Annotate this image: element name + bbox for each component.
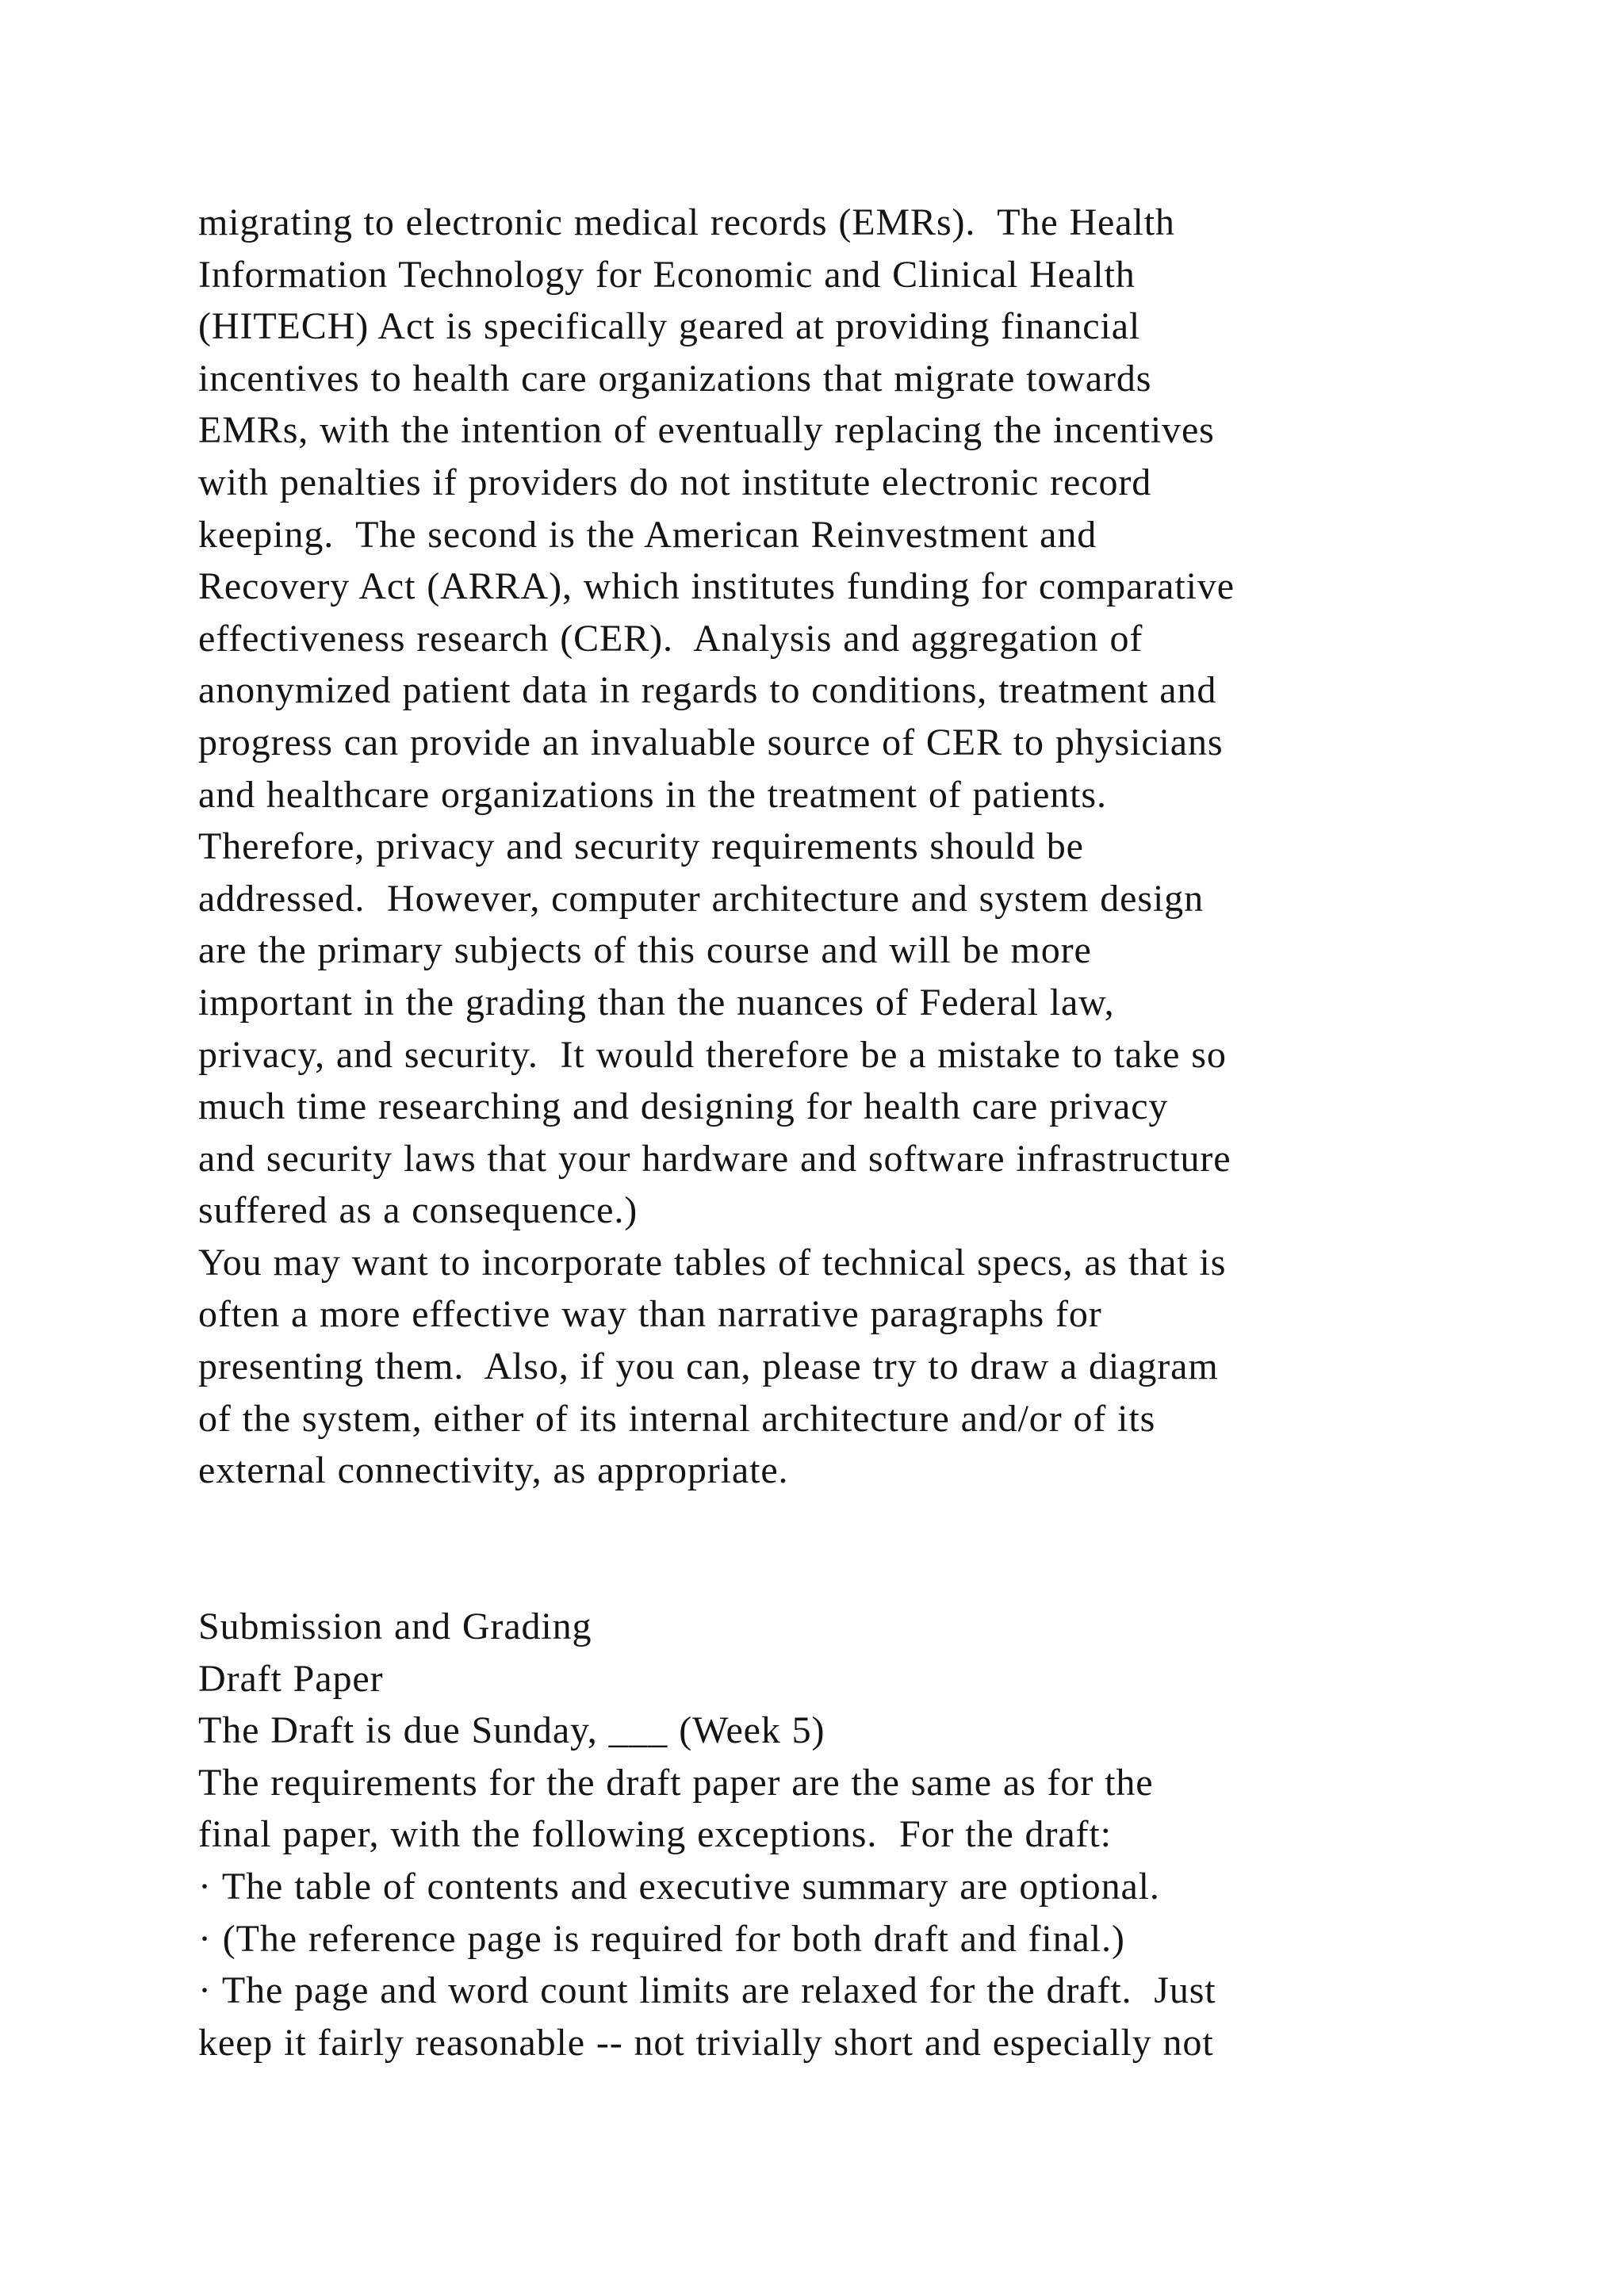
document-body (198, 197, 1546, 2068)
body-line: suffered as a consequence.) (198, 1189, 638, 1232)
body-line: The requirements for the draft paper are the same as for the (198, 1761, 1154, 1804)
requirements-intro (198, 1757, 1546, 1861)
body-line: (HITECH) Act is specifically geared at providing financial (198, 305, 1141, 348)
body-line: EMRs, with the intention of eventually replacing the incentives (198, 409, 1215, 452)
body-line: keeping. The second is the American Reinvestment and (198, 513, 1097, 556)
section-heading: Submission and Grading (198, 1605, 592, 1648)
body-line: anonymized patient data in regards to conditions, treatment and (198, 669, 1217, 712)
blank-space (198, 1497, 1546, 1601)
body-line: addressed. However, computer architecture and system design (198, 877, 1204, 920)
body-line: are the primary subjects of this course and will be more (198, 929, 1092, 972)
body-line: Information Technology for Economic and Clinical Health (198, 253, 1136, 296)
body-line: and security laws that your hardware and software infrastructure (198, 1137, 1231, 1180)
body-line: often a more effective way than narrative paragraphs for (198, 1293, 1102, 1336)
body-line: progress can provide an invaluable source of CER to physicians (198, 721, 1224, 763)
subsection-heading: Draft Paper (198, 1657, 384, 1700)
body-line: effectiveness research (CER). Analysis and aggregation of (198, 617, 1143, 660)
body-line: external connectivity, as appropriate. (198, 1449, 789, 1492)
paragraph-emr-context (198, 197, 1546, 1237)
paragraph-tables-diagram (198, 1237, 1546, 1497)
list-item: · The table of contents and executive summary are optional. (198, 1866, 1160, 1908)
exceptions-list (198, 1861, 1546, 2017)
body-line: migrating to electronic medical records (EMRs). The Health (198, 201, 1175, 243)
body-line: keep it fairly reasonable -- not trivially short and especially not (198, 2021, 1214, 2064)
body-line: important in the grading than the nuances of Federal law, (198, 981, 1115, 1024)
body-line: incentives to health care organizations that migrate towards (198, 357, 1152, 400)
body-line: Therefore, privacy and security requirements should be (198, 825, 1084, 868)
body-line: presenting them. Also, if you can, please try to draw a diagram (198, 1345, 1219, 1388)
body-line: and healthcare organizations in the treatment of patients. (198, 773, 1107, 816)
body-line: final paper, with the following exceptions. For the draft: (198, 1813, 1112, 1856)
list-item: · (The reference page is required for both draft and final.) (198, 1917, 1125, 1960)
due-date-line: The Draft is due Sunday, ___ (Week 5) (198, 1709, 825, 1752)
body-line: much time researching and designing for health care privacy (198, 1085, 1169, 1128)
body-line: privacy, and security. It would therefore be a mistake to take so (198, 1033, 1227, 1076)
body-line: You may want to incorporate tables of technical specs, as that is (198, 1241, 1227, 1284)
body-line: with penalties if providers do not institute electronic record (198, 461, 1152, 503)
body-line: Recovery Act (ARRA), which institutes funding for comparative (198, 565, 1235, 608)
list-item: · The page and word count limits are relaxed for the draft. Just (198, 1969, 1216, 2012)
body-line: of the system, either of its internal architecture and/or of its (198, 1397, 1156, 1440)
